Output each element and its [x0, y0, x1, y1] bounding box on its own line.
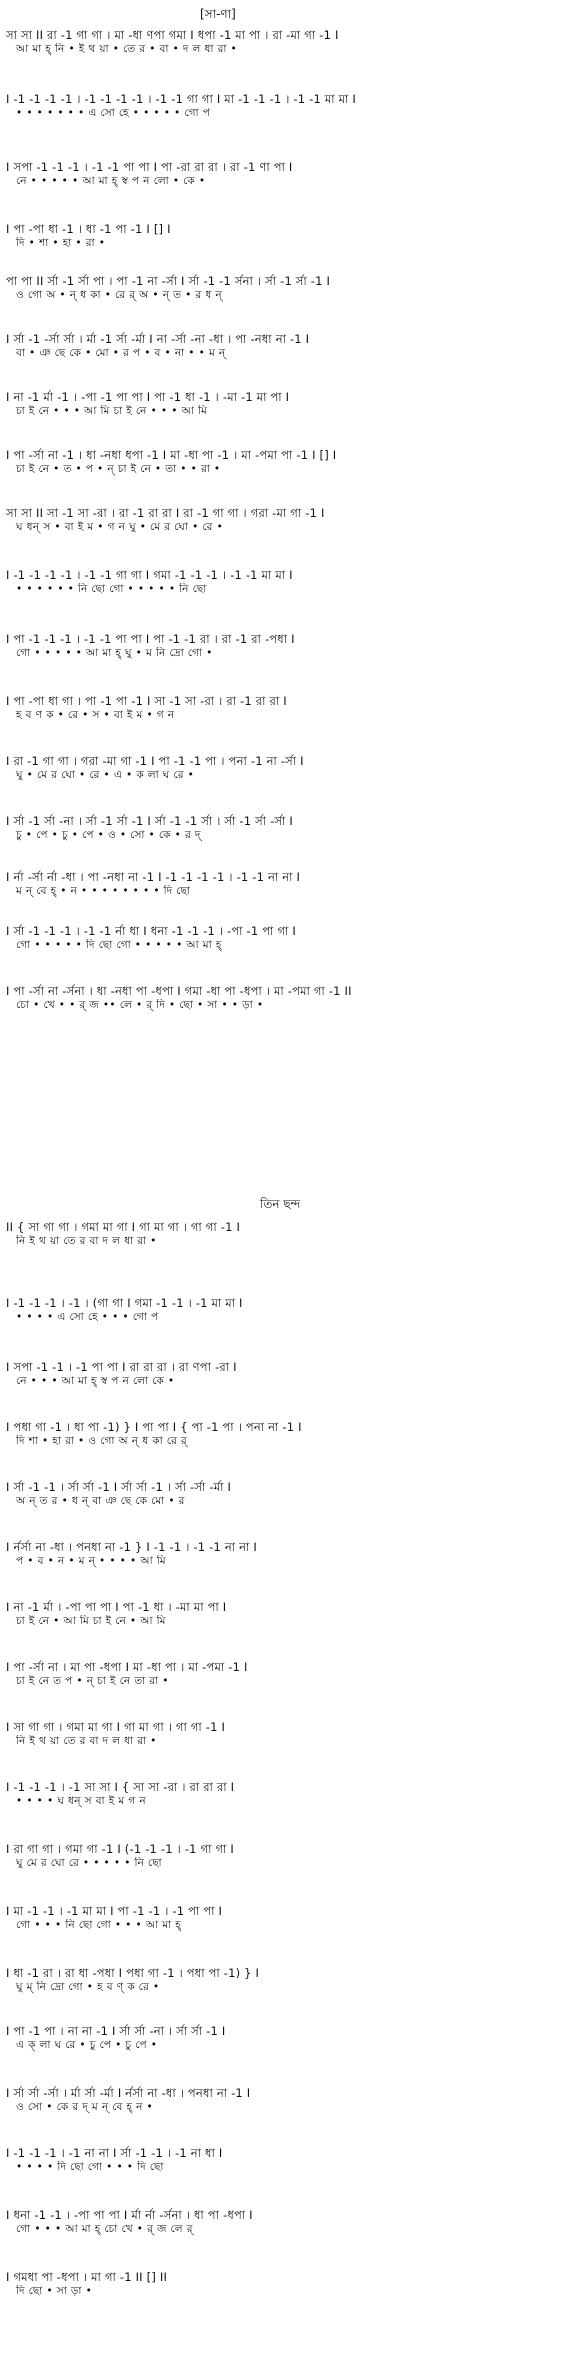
notation-line: I পা -র্সা না -1 । ধা -নধা ধপা -1 I মা -ধা পা -1 । মা -পমা পা -1 I [] I — [6, 448, 337, 462]
lyric-line: চু • পে • চু • পে • ও • সো • কে • র দ্ — [16, 829, 201, 841]
notation-line: I রা গা গা । গমা গা -1 I (-1 -1 -1 । -1 গা গা I — [6, 1842, 234, 1856]
lyric-line: প • ব • ন • ম ন্ • • • • আ মি — [16, 1555, 166, 1567]
notation-line: I -1 -1 -1 । -1 । (গা গা I গমা -1 -1 । -1 মা মা I — [6, 1296, 243, 1310]
notation-line: I পা -পা ধা গা । পা -1 পা -1 I সা -1 সা -রা । রা -1 রা রা I — [6, 694, 287, 708]
notation-line: I র্না -র্সা র্না -ধা । পা -নধা না -1 I -1 -1 -1 -1 । -1 -1 না না I — [6, 870, 301, 884]
notation-block — [6, 2146, 576, 2174]
lyric-line: চা ই নে • ত • প • ন্ চা ই নে • তা • • রা • — [16, 463, 221, 475]
lyric-line: নি ই থ য়া তে র বা দ ল ধা রা • — [16, 1235, 157, 1247]
lyric-line: গো • • • • • দি ছো গো • • • • • আ মা হ্ — [16, 939, 222, 951]
notation-block — [6, 2024, 576, 2052]
notation-block — [6, 2270, 576, 2298]
notation-line: I -1 -1 -1 -1 । -1 -1 গা গা I গমা -1 -1 -1 । -1 -1 মা মা I — [6, 568, 293, 582]
lyric-line: গো • • • নি ছো গো • • • আ মা হ্ — [16, 1919, 182, 1931]
notation-line: সা সা II সা -1 সা -রা । রা -1 রা রা I রা -1 গা গা । গরা -মা গা -1 I — [6, 506, 325, 520]
notation-block — [6, 506, 576, 534]
notation-line: I মা -1 -1 । -1 মা মা I পা -1 -1 । -1 পা পা I — [6, 1904, 223, 1918]
notation-line: I র্নর্সা না -ধা । পনধা না -1 } I -1 -1 । -1 -1 না না I — [6, 1540, 257, 1554]
notation-line: I গমধা পা -ধপা । মা গা -1 II [] II — [6, 2270, 168, 2284]
notation-line: I সপা -1 -1 । -1 পা পা I রা রা রা । রা ণপা -রা I — [6, 1360, 237, 1374]
notation-block — [6, 632, 576, 660]
notation-block — [6, 1540, 576, 1568]
notation-line: সা সা II রা -1 গা গা । মা -ধা ণপা গমা I ধপা -1 মা পা । রা -মা গা -1 I — [6, 28, 339, 42]
lyric-line: ঘু মে র ঘো রে • • • • • নি ছো — [16, 1857, 162, 1869]
lyric-line: ও গো অ • ন্ ধ কা • রে র্ অ • ন্ ত • র ধ ন্ — [16, 289, 223, 301]
notation-block — [6, 1720, 576, 1748]
lyric-line: • • • • • • নি ছো গো • • • • • নি ছো — [16, 583, 207, 595]
notation-line: I র্সা -1 -1 । র্সা র্সা -1 I র্সা র্সা -1 । র্সা -র্সা -র্মা I — [6, 1480, 232, 1494]
notation-block — [6, 870, 576, 898]
notation-block — [6, 2208, 576, 2236]
notation-block — [6, 924, 576, 952]
header-label: [সা-ণা] — [200, 7, 236, 21]
notation-line: I পা -র্সা না -র্সনা । ধা -নধা পা -ধপা I গমা -ধা পা -ধপা । মা -পমা গা -1 II — [6, 984, 352, 998]
lyric-line: • • • • • • • এ সো হে • • • • • গো প — [16, 107, 211, 119]
notation-block — [6, 1420, 576, 1448]
notation-line: I র্সা -1 র্সা -না । র্সা -1 র্সা -1 I র্সা -1 -1 র্সা । র্সা -1 র্সা -র্সা I — [6, 814, 293, 828]
notation-line: I ধনা -1 -1 । -পা পা পা I র্মা র্না -র্সনা । ধা পা -ধপা I — [6, 2208, 253, 2222]
lyric-line: ও সো • কে র দ্ ম ন্ বে হ্ ন • — [16, 2101, 154, 2113]
notation-line: পা পা II র্সা -1 র্সা পা । পা -1 না -র্সা I র্সা -1 -1 র্সনা । র্সা -1 র্সা -1 I — [6, 274, 331, 288]
notation-line: I সা গা গা । গমা মা গা I গা মা গা । গা গা -1 I — [6, 1720, 226, 1734]
notation-block — [6, 1842, 576, 1870]
notation-line: I না -1 র্মা -1 । -পা -1 পা পা I পা -1 ধা -1 । -মা -1 মা পা I — [6, 390, 290, 404]
notation-block — [6, 1480, 576, 1508]
notation-block — [6, 1904, 576, 1932]
notation-block — [6, 332, 576, 360]
lyric-line: এ ক্ লা ঘ রে • চু পে • চু পে • — [16, 2039, 158, 2051]
lyric-line: চো • খে • • র্ জ •• লে • র্ দি • ছো • সা • • ড়া • — [16, 999, 264, 1011]
notation-line: I রা -1 গা গা । গরা -মা গা -1 I পা -1 -1 পা । পনা -1 না -র্সা I — [6, 754, 304, 768]
lyric-line: ঘ ধন্ স • বা ই ম • গ ন ঘু • মে র ঘো • রে • — [16, 521, 224, 533]
lyric-line: ম ন্ বে হ্ • ন • • • • • • • • দি ছো — [16, 885, 191, 897]
notation-block — [6, 1660, 576, 1688]
notation-line: I পা -পা ধা -1 । ধা -1 পা -1 I [] I — [6, 222, 171, 236]
notation-block — [6, 448, 576, 476]
lyric-line: দি • শা • হা • রা • — [16, 237, 106, 249]
notation-block — [6, 694, 576, 722]
notation-line: I র্সা -1 -র্সা র্সা । র্মা -1 র্সা -র্মা I না -র্সা -না -ধা । পা -নধা না -1 I — [6, 332, 310, 346]
notation-block — [6, 984, 576, 1012]
lyric-line: ঘু ম্ নি দ্রো গো • হ ব ণ্ ক রে • — [16, 1981, 160, 1993]
notation-block — [6, 568, 576, 596]
notation-line: I না -1 র্মা । -পা পা পা I পা -1 ধা । -মা মা পা I — [6, 1600, 227, 1614]
notation-block — [6, 1360, 576, 1388]
notation-line: I র্সা র্সা -র্সা । র্মা র্সা -র্মা I র্নর্সা না -ধা । পনধা না -1 I — [6, 2086, 251, 2100]
lyric-line: আ মা হ্ নি • ই থ য়া • তে র • বা • দ ল ধা রা • — [16, 43, 238, 55]
notation-block — [6, 28, 576, 56]
lyric-line: নি ই থ য়া তে র বা দ ল ধা রা • — [16, 1735, 157, 1747]
lyric-line: • • • • এ সো হে • • • গো প — [16, 1311, 159, 1323]
notation-block — [6, 1780, 576, 1808]
lyric-line: হ ব ণ ক • রে • স • বা ই ম • গ ন — [16, 709, 175, 721]
lyric-line: নে • • • • • আ মা হ্ স্ব প ন লো • কে • — [16, 175, 206, 187]
notation-block — [6, 92, 576, 120]
notation-line: I -1 -1 -1 -1 । -1 -1 -1 -1 । -1 -1 গা গা I মা -1 -1 -1 । -1 -1 মা মা I — [6, 92, 357, 106]
notation-line: I র্সা -1 -1 -1 । -1 -1 র্না ধা I ধনা -1 -1 -1 । -পা -1 পা গা I — [6, 924, 296, 938]
notation-block — [6, 754, 576, 782]
notation-line: I পা -র্সা না । মা পা -ধপা I মা -ধা পা । মা -পমা -1 I — [6, 1660, 248, 1674]
notation-line: I ধা -1 রা । রা ধা -পধা I পধা গা -1 । পধা পা -1) } I — [6, 1966, 260, 1980]
lyric-line: গো • • • • • আ মা হ্ ঘু • ম নি দ্রো গো • — [16, 647, 213, 659]
notation-block — [6, 274, 576, 302]
lyric-line: ঘু • মে র ঘো • রে • এ • ক লা ঘ রে • — [16, 769, 195, 781]
notation-line: I পা -1 -1 -1 । -1 -1 পা পা I পা -1 -1 রা । রা -1 রা -পধা I — [6, 632, 295, 646]
lyric-line: • • • • দি ছো গো • • • দি ছো — [16, 2161, 164, 2173]
lyric-line: • • • • ঘ ধন্ স বা ই ম গ ন — [16, 1795, 146, 1807]
lyric-line: চা ই নে • • • আ মি চা ই নে • • • আ মি — [16, 405, 208, 417]
notation-block — [6, 814, 576, 842]
notation-block — [6, 2086, 576, 2114]
notation-block — [6, 160, 576, 188]
notation-block — [6, 1600, 576, 1628]
lyric-line: দি শা • হা রা • ও গো অ ন্ ধ কা রে র্ — [16, 1435, 188, 1447]
notation-block — [6, 1220, 576, 1248]
lyric-line: চা ই নে ত প • ন্ চা ই নে তা রা • — [16, 1675, 169, 1687]
notation-block — [6, 1966, 576, 1994]
notation-line: I -1 -1 -1 । -1 সা সা I { সা সা -রা । রা রা রা I — [6, 1780, 235, 1794]
lyric-line: দি ছো • সা ড়া • — [16, 2285, 93, 2297]
notation-block — [6, 222, 576, 250]
lyric-line: চা ই নে • আ মি চা ই নে • আ মি — [16, 1615, 166, 1627]
lyric-line: বা • ঞ ছে কে • মো • র প • ব • না • • ম ন্ — [16, 347, 226, 359]
notation-block — [6, 390, 576, 418]
notation-line: I পা -1 পা । না না -1 I র্সা র্সা -না । র্সা র্সা -1 I — [6, 2024, 226, 2038]
lyric-line: অ ন্ ত র • ধ ন্ বা ঞ ছে কে মো • র — [16, 1495, 185, 1507]
notation-line: I -1 -1 -1 । -1 না না I র্সা -1 -1 । -1 না ধা I — [6, 2146, 223, 2160]
lyric-line: নে • • • আ মা হ্ স্ব প ন লো কে • — [16, 1375, 175, 1387]
section-title: তিন ছন্দ — [260, 1197, 301, 1211]
lyric-line: গো • • • আ মা হ্ চো খে • র্ জ লে র্ — [16, 2223, 193, 2235]
notation-line: I সপা -1 -1 -1 । -1 -1 পা পা I পা -রা রা রা । রা -1 ণা পা I — [6, 160, 293, 174]
notation-block — [6, 1296, 576, 1324]
notation-line: I পধা গা -1 । ধা পা -1) } I পা পা I { পা -1 পা । পনা না -1 I — [6, 1420, 302, 1434]
notation-line: II { সা গা গা । গমা মা গা I গা মা গা । গা গা -1 I — [6, 1220, 241, 1234]
